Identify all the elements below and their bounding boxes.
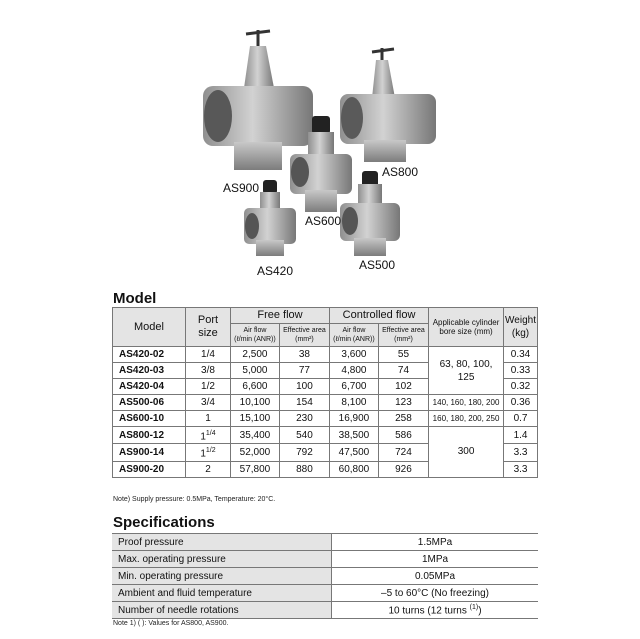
spec-label: Min. operating pressure bbox=[112, 568, 332, 585]
spec-row bbox=[112, 551, 538, 568]
cell-ff-area: 230 bbox=[279, 411, 329, 427]
cell-bore-as420: 63, 80, 100, 125 bbox=[429, 347, 504, 395]
cell-cf-area: 123 bbox=[378, 395, 428, 411]
cell-ff-area: 38 bbox=[279, 347, 329, 363]
cell-ff-air: 6,600 bbox=[231, 379, 280, 395]
model-note: Note) Supply pressure: 0.5MPa, Temperature: 20°C. bbox=[113, 496, 276, 503]
cell-ff-air: 5,000 bbox=[231, 363, 280, 379]
cell-cf-area: 926 bbox=[378, 461, 428, 477]
table-row bbox=[113, 395, 538, 411]
header-bore-size: Applicable cylinder bore size (mm) bbox=[429, 308, 504, 347]
table-row bbox=[113, 427, 538, 444]
cell-weight: 0.7 bbox=[504, 411, 538, 427]
cell-cf-air: 8,100 bbox=[330, 395, 379, 411]
cell-bore-as500: 140, 160, 180, 200 bbox=[429, 395, 504, 411]
cell-weight: 0.32 bbox=[504, 379, 538, 395]
cell-ff-area: 77 bbox=[279, 363, 329, 379]
cell-model: AS900-20 bbox=[113, 461, 186, 477]
cell-model: AS420-04 bbox=[113, 379, 186, 395]
cell-bore-as800-as900: 300 bbox=[429, 427, 504, 478]
model-table bbox=[112, 307, 538, 478]
spec-value: 0.05MPa bbox=[332, 568, 539, 585]
cell-port: 3/8 bbox=[186, 363, 231, 379]
cell-cf-air: 47,500 bbox=[330, 444, 379, 461]
cell-cf-area: 258 bbox=[378, 411, 428, 427]
cell-model: AS900-14 bbox=[113, 444, 186, 461]
header-ff-effective-area: Effective area (mm²) bbox=[279, 324, 329, 347]
header-port-size: Port size bbox=[186, 308, 231, 347]
spec-section-title: Specifications bbox=[113, 514, 215, 531]
cell-port: 1 bbox=[186, 411, 231, 427]
cell-cf-air: 3,600 bbox=[330, 347, 379, 363]
cell-cf-air: 4,800 bbox=[330, 363, 379, 379]
cell-port: $1^{1/2}$ bbox=[186, 444, 231, 461]
cell-ff-air: 57,800 bbox=[231, 461, 280, 477]
label-as900: AS900 bbox=[223, 181, 260, 195]
header-controlled-flow: Controlled flow bbox=[330, 308, 429, 324]
header-ff-air-flow: Air flow (ℓ/min (ANR)) bbox=[231, 324, 280, 347]
as900-valve-image bbox=[203, 30, 313, 170]
header-model: Model bbox=[113, 308, 186, 347]
cell-ff-area: 100 bbox=[279, 379, 329, 395]
cell-ff-air: 10,100 bbox=[231, 395, 280, 411]
table-row bbox=[113, 347, 538, 363]
cell-ff-air: 2,500 bbox=[231, 347, 280, 363]
spec-row bbox=[112, 602, 538, 619]
cell-port: $1^{1/4}$ bbox=[186, 427, 231, 444]
cell-model: AS420-02 bbox=[113, 347, 186, 363]
cell-model: AS420-03 bbox=[113, 363, 186, 379]
cell-model: AS600-10 bbox=[113, 411, 186, 427]
cell-ff-air: 15,100 bbox=[231, 411, 280, 427]
spec-label: Max. operating pressure bbox=[112, 551, 332, 568]
header-weight: Weight (kg) bbox=[504, 308, 538, 347]
spec-label: Ambient and fluid temperature bbox=[112, 585, 332, 602]
spec-row bbox=[112, 585, 538, 602]
cell-weight: 0.33 bbox=[504, 363, 538, 379]
cell-cf-area: 724 bbox=[378, 444, 428, 461]
cell-bore-as600: 160, 180, 200, 250 bbox=[429, 411, 504, 427]
cell-port: 2 bbox=[186, 461, 231, 477]
cell-ff-area: 792 bbox=[279, 444, 329, 461]
table-row bbox=[113, 411, 538, 427]
cell-cf-air: 38,500 bbox=[330, 427, 379, 444]
cell-weight: 0.34 bbox=[504, 347, 538, 363]
spec-label: Proof pressure bbox=[112, 534, 332, 551]
cell-cf-area: 586 bbox=[378, 427, 428, 444]
spec-value: 10 turns (12 turns $^{(1)}$) bbox=[332, 602, 539, 619]
label-as420: AS420 bbox=[257, 264, 294, 278]
cell-model: AS800-12 bbox=[113, 427, 186, 444]
cell-ff-air: 35,400 bbox=[231, 427, 280, 444]
label-as500: AS500 bbox=[359, 258, 396, 272]
label-as800: AS800 bbox=[382, 165, 419, 179]
spec-row bbox=[112, 568, 538, 585]
cell-cf-air: 60,800 bbox=[330, 461, 379, 477]
header-free-flow: Free flow bbox=[231, 308, 330, 324]
cell-weight: 3.3 bbox=[504, 444, 538, 461]
cell-weight: 1.4 bbox=[504, 427, 538, 444]
label-as600: AS600 bbox=[305, 214, 342, 228]
cell-port: 1/2 bbox=[186, 379, 231, 395]
cell-weight: 3.3 bbox=[504, 461, 538, 477]
model-section-title: Model bbox=[113, 290, 157, 307]
header-cf-air-flow: Air flow (ℓ/min (ANR)) bbox=[330, 324, 379, 347]
cell-cf-area: 74 bbox=[378, 363, 428, 379]
cell-port: 1/4 bbox=[186, 347, 231, 363]
spec-value: 1MPa bbox=[332, 551, 539, 568]
cell-cf-area: 55 bbox=[378, 347, 428, 363]
cell-cf-area: 102 bbox=[378, 379, 428, 395]
cell-cf-air: 16,900 bbox=[330, 411, 379, 427]
cell-cf-air: 6,700 bbox=[330, 379, 379, 395]
spec-value: –5 to 60°C (No freezing) bbox=[332, 585, 539, 602]
spec-label: Number of needle rotations bbox=[112, 602, 332, 619]
cell-port: 3/4 bbox=[186, 395, 231, 411]
product-photo bbox=[200, 28, 450, 283]
cell-ff-area: 880 bbox=[279, 461, 329, 477]
as800-valve-image bbox=[340, 48, 436, 162]
spec-note: Note 1) ( ): Values for AS800, AS900. bbox=[113, 620, 229, 627]
header-cf-effective-area: Effective area (mm²) bbox=[378, 324, 428, 347]
cell-weight: 0.36 bbox=[504, 395, 538, 411]
cell-ff-air: 52,000 bbox=[231, 444, 280, 461]
cell-model: AS500-06 bbox=[113, 395, 186, 411]
spec-table bbox=[112, 533, 538, 619]
spec-value: 1.5MPa bbox=[332, 534, 539, 551]
spec-row bbox=[112, 534, 538, 551]
cell-ff-area: 154 bbox=[279, 395, 329, 411]
cell-ff-area: 540 bbox=[279, 427, 329, 444]
